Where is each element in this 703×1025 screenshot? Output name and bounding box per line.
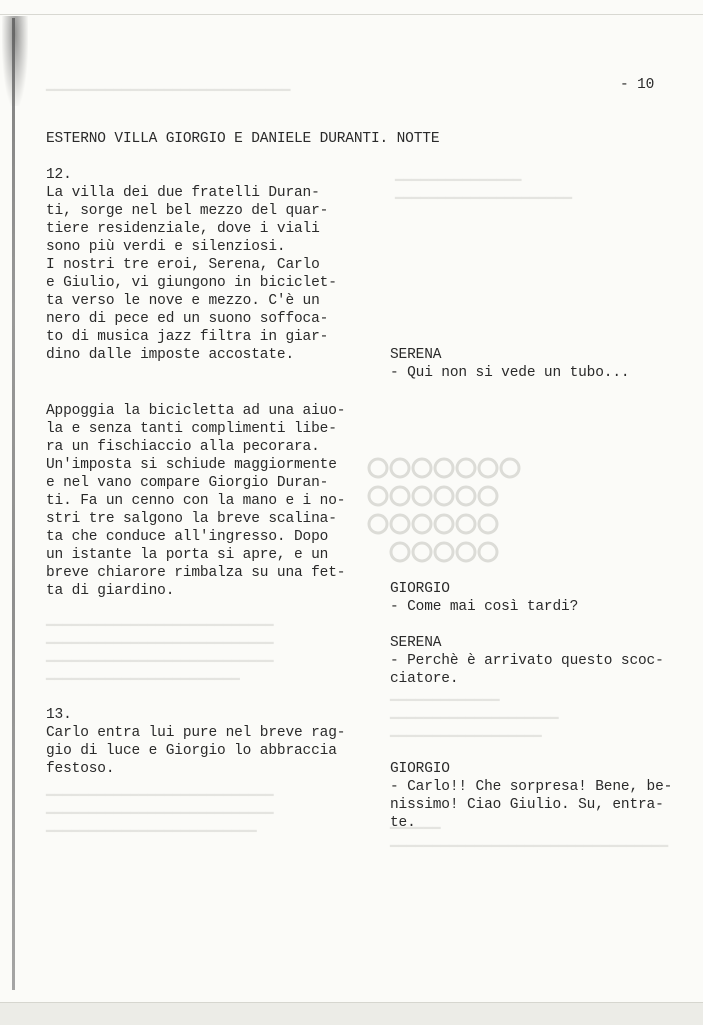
action-line: Carlo entra lui pure nel breve rag- — [46, 725, 346, 741]
dialogue-line: - Qui non si vede un tubo... — [390, 365, 630, 381]
action-line: ta che conduce all'ingresso. Dopo — [46, 529, 329, 545]
action-line: ti. Fa un cenno con la mano e i no- — [46, 493, 346, 509]
action-line: e nel vano compare Giorgio Duran- — [46, 475, 329, 491]
bleed-through: ▔▔▔▔▔▔▔▔▔▔▔▔▔▔▔▔▔▔▔▔▔▔▔▔▔▔▔ ▔▔▔▔▔▔▔▔▔▔▔▔▔▔▔▔▔▔▔▔▔▔▔▔▔▔▔ ▔▔▔▔▔▔▔▔▔▔▔▔▔▔▔▔▔▔▔▔▔▔▔▔▔▔▔ ▔▔▔▔▔▔▔▔▔▔▔▔▔▔▔▔▔▔▔▔▔▔▔ — [46, 626, 274, 696]
action-line: I nostri tre eroi, Serena, Carlo — [46, 257, 320, 273]
scene-number: 13. — [46, 707, 72, 723]
dialogue-line: - Perchè è arrivato questo scoc- — [390, 653, 664, 669]
action-line: un istante la porta si apre, e un — [46, 547, 329, 563]
dialogue-speaker: SERENA — [390, 347, 442, 363]
dialogue-line: - Carlo!! Che sorpresa! Bene, be- — [390, 779, 673, 795]
scene-number: 12. — [46, 167, 72, 183]
action-line: ti, sorge nel bel mezzo del quar- — [46, 203, 329, 219]
action-line: ta verso le nove e mezzo. C'è un — [46, 293, 320, 309]
bleed-through: ▔▔▔▔▔▔▔▔▔▔▔▔▔▔▔▔▔▔▔▔▔▔▔▔▔▔▔ ▔▔▔▔▔▔▔▔▔▔▔▔▔▔▔▔▔▔▔▔▔▔▔▔▔▔▔ ▔▔▔▔▔▔▔▔▔▔▔▔▔▔▔▔▔▔▔▔▔▔▔▔▔ — [46, 796, 274, 848]
action-line: Un'imposta si schiude maggiormente — [46, 457, 337, 473]
binding-line — [12, 18, 15, 990]
top-edge — [0, 14, 703, 15]
bleed-through: ▔▔▔▔▔▔▔▔▔▔▔▔▔▔▔▔▔▔▔▔▔▔▔▔▔▔▔▔▔ — [46, 91, 291, 107]
watermark-logo — [338, 448, 533, 578]
dialogue-line: te. — [390, 815, 416, 831]
action-line: stri tre salgono la breve scalina- — [46, 511, 337, 527]
page-number: - 10 — [620, 77, 655, 93]
dialogue-line: nissimo! Ciao Giulio. Su, entra- — [390, 797, 664, 813]
dialogue-speaker: GIORGIO — [390, 581, 450, 597]
action-line: tiere residenziale, dove i viali — [46, 221, 320, 237]
action-line: sono più verdi e silenziosi. — [46, 239, 286, 255]
bleed-through: ▔▔▔▔▔▔▔▔▔▔▔▔▔▔▔ ▔▔▔▔▔▔▔▔▔▔▔▔▔▔▔▔▔▔▔▔▔ — [395, 181, 573, 215]
action-line: ra un fischiaccio alla pecorara. — [46, 439, 320, 455]
action-line: e Giulio, vi giungono in biciclet- — [46, 275, 337, 291]
bottom-edge — [0, 1002, 703, 1025]
binding-mark — [2, 16, 28, 106]
dialogue-line: - Come mai così tardi? — [390, 599, 579, 615]
action-line: La villa dei due fratelli Duran- — [46, 185, 320, 201]
dialogue-speaker: SERENA — [390, 635, 442, 651]
bleed-through: ▔▔▔▔▔▔ ▔▔▔▔▔▔▔▔▔▔▔▔▔▔▔▔▔▔▔▔▔▔▔▔▔▔▔▔▔▔▔▔▔ — [390, 829, 669, 863]
action-line: Appoggia la bicicletta ad una aiuo- — [46, 403, 346, 419]
scene-heading: ESTERNO VILLA GIORGIO E DANIELE DURANTI. NOTTE — [46, 131, 440, 147]
dialogue-speaker: GIORGIO — [390, 761, 450, 777]
action-line: nero di pece ed un suono soffoca- — [46, 311, 329, 327]
action-line: dino dalle imposte accostate. — [46, 347, 294, 363]
bleed-through: ▔▔▔▔▔▔▔▔▔▔▔▔▔ ▔▔▔▔▔▔▔▔▔▔▔▔▔▔▔▔▔▔▔▔ ▔▔▔▔▔▔▔▔▔▔▔▔▔▔▔▔▔▔ — [390, 701, 559, 753]
action-line: la e senza tanti complimenti libe- — [46, 421, 337, 437]
dialogue-line: ciatore. — [390, 671, 459, 687]
action-line: festoso. — [46, 761, 115, 777]
action-line: to di musica jazz filtra in giar- — [46, 329, 329, 345]
action-line: ta di giardino. — [46, 583, 175, 599]
action-line: gio di luce e Giorgio lo abbraccia — [46, 743, 337, 759]
action-line: breve chiarore rimbalza su una fet- — [46, 565, 346, 581]
